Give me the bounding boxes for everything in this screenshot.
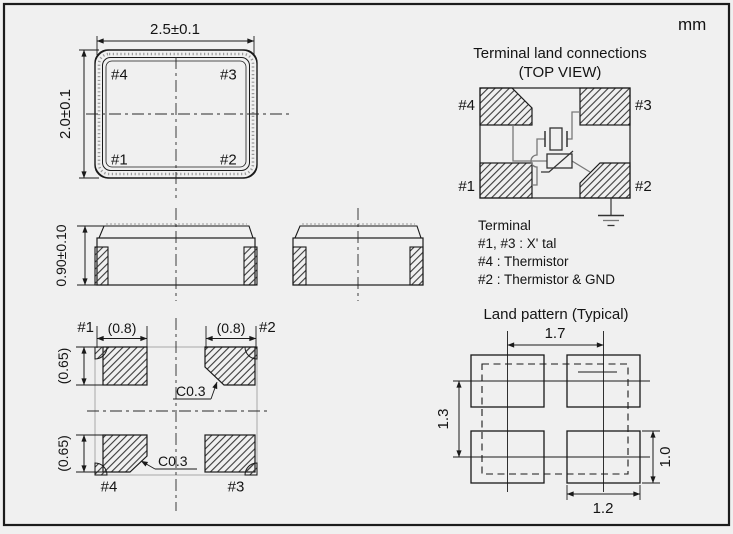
dim-pitch-y-label: 1.3 xyxy=(435,408,452,430)
terminal-cap-left xyxy=(293,247,306,285)
dim-width-label: 2.5±0.1 xyxy=(150,21,200,38)
terminal-list-thermistor-gnd: #2 : Thermistor & GND xyxy=(478,272,616,287)
chamfer-bottom-label: C0.3 xyxy=(158,453,188,469)
land-3 xyxy=(580,88,630,125)
section-subtitle: (TOP VIEW) xyxy=(518,64,602,81)
thermistor-body xyxy=(547,154,572,168)
pin-label-3: #3 xyxy=(635,97,652,114)
terminal-list-thermistor: #4 : Thermistor xyxy=(478,254,569,269)
section-title: Terminal land connections xyxy=(473,45,647,62)
pin-label-3: #3 xyxy=(227,478,245,496)
land-1 xyxy=(480,163,532,198)
pin-label-1: #1 xyxy=(458,178,475,195)
dim-thickness-label: 0.90±0.10 xyxy=(53,224,69,287)
pin-label-1: #1 xyxy=(111,151,128,169)
dim-pad-height-label: 1.0 xyxy=(657,446,674,468)
dim-height-label: 2.0±0.1 xyxy=(57,89,74,139)
pad-3 xyxy=(205,435,255,472)
dim-pad-width-label: 1.2 xyxy=(592,500,614,517)
pin-label-3: #3 xyxy=(220,66,237,84)
terminal-cap-left xyxy=(95,247,108,285)
pin-label-1: #1 xyxy=(77,319,94,336)
terminal-cap-right xyxy=(410,247,423,285)
dim-pad-width-left-label: (0.8) xyxy=(107,320,137,336)
terminal-list-xtal: #1, #3 : X' tal xyxy=(478,236,557,251)
pin-label-2: #2 xyxy=(220,151,237,169)
dim-pad-height-top-label: (0.65) xyxy=(55,347,71,385)
pin-label-2: #2 xyxy=(259,319,276,336)
pad-1 xyxy=(103,347,147,385)
terminal-cap-right xyxy=(244,247,257,285)
terminal-list-heading: Terminal xyxy=(478,217,531,233)
pin-label-4: #4 xyxy=(100,478,118,496)
pin-label-4: #4 xyxy=(458,97,475,114)
section-title: Land pattern (Typical) xyxy=(483,306,629,323)
dim-pitch-x-label: 1.7 xyxy=(544,325,566,342)
units-label: mm xyxy=(678,15,707,34)
dim-pad-height-bottom-label: (0.65) xyxy=(55,435,71,472)
pin-label-4: #4 xyxy=(111,66,128,84)
crystal-body xyxy=(550,128,562,150)
dim-pad-width-right-label: (0.8) xyxy=(216,320,246,336)
pin-label-2: #2 xyxy=(635,178,652,195)
chamfer-top-label: C0.3 xyxy=(176,383,206,399)
